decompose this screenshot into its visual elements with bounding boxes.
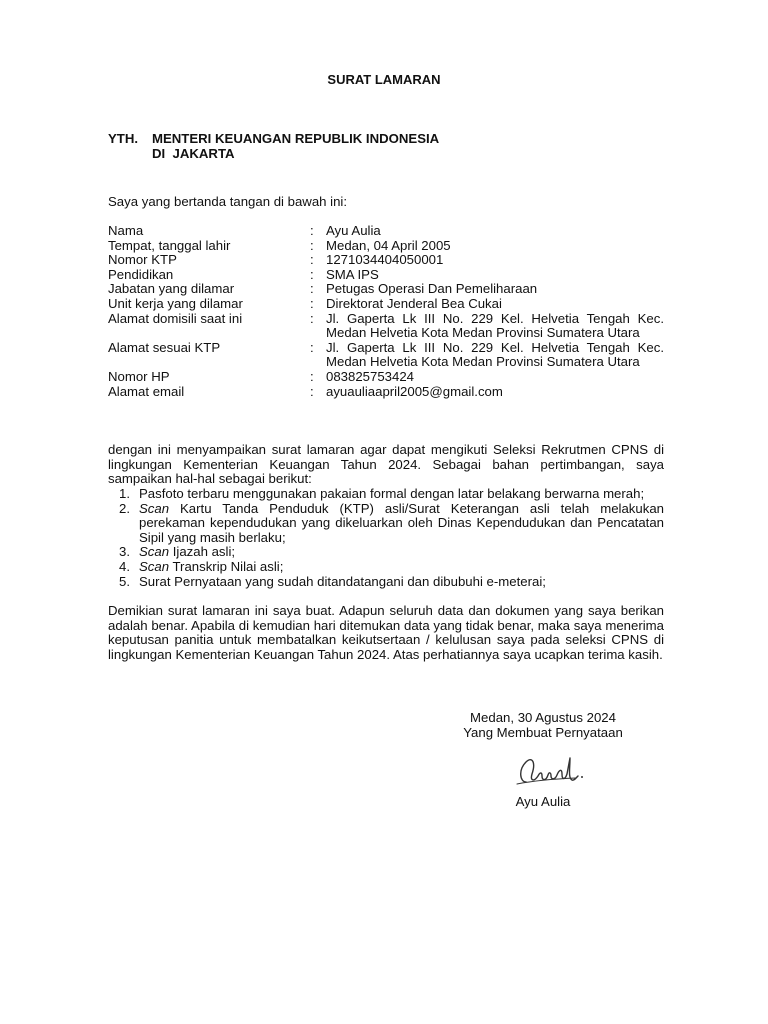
field-label: Nomor HP bbox=[108, 368, 170, 384]
field-colon: : bbox=[310, 237, 314, 253]
field-value: Ayu Aulia bbox=[326, 223, 381, 238]
signature-role: Yang Membuat Pernyataan bbox=[463, 724, 623, 740]
field-colon: : bbox=[310, 281, 314, 297]
field-colon: : bbox=[310, 310, 314, 326]
list-number: 3. bbox=[119, 544, 130, 560]
field-row bbox=[108, 282, 664, 297]
field-colon: : bbox=[310, 295, 314, 311]
field-row bbox=[108, 239, 664, 254]
field-value: ayuauliaapril2005@gmail.com bbox=[326, 383, 503, 399]
list-item: 3. Scan Ijazah asli; bbox=[108, 545, 664, 560]
letter-title: SURAT LAMARAN bbox=[327, 72, 441, 87]
closing-paragraph: Demikian surat lamaran ini saya buat. Adapun seluruh data dan dokumen yang saya berikan adalah benar. Apabila di kemudian hari ditemukan data yang tidak benar, maka saya menerima keputusan panitia untuk membatalkan keikutsertaan / kelulusan saya pada seleksi CPNS di lingkungan Kementerian Keuangan Tahun 2024. Atas perhatiannya saya ucapkan terima kasih. bbox=[108, 603, 664, 662]
field-label: Pendidikan bbox=[108, 266, 174, 282]
personal-data-table bbox=[108, 224, 664, 399]
field-colon: : bbox=[310, 266, 314, 282]
field-row bbox=[108, 253, 664, 268]
list-item bbox=[108, 487, 664, 502]
field-row bbox=[108, 297, 664, 312]
body-paragraph: dengan ini menyampaikan surat lamaran agar dapat mengikuti Seleksi Rekrutmen CPNS di lingkungan Kementerian Keuangan Tahun 2024. Sebagai bahan pertimbangan, saya sampaikan hal-hal sebagai berikut: bbox=[108, 442, 664, 487]
field-label: Tempat, tanggal lahir bbox=[108, 237, 231, 253]
field-row bbox=[108, 385, 664, 400]
list-number: 4. bbox=[119, 558, 130, 574]
list-item-text: Kartu Tanda Penduduk (KTP) asli/Surat Keterangan asli telah melakukan perekaman kependudukan yang dikeluarkan oleh Dinas Kependudukan dan Pencatatan Sipil yang masih berlaku; bbox=[139, 500, 664, 545]
signature-name: Ayu Aulia bbox=[515, 794, 571, 809]
field-colon: : bbox=[310, 223, 314, 238]
list-number: 2. bbox=[119, 500, 130, 516]
signature-place-date: Medan, 30 Agustus 2024 bbox=[470, 710, 616, 725]
list-item: 4. Scan Transkrip Nilai asli; bbox=[108, 560, 664, 575]
list-item-text: Ijazah asli; bbox=[169, 544, 236, 560]
list-item: 2. Scan Kartu Tanda Penduduk (KTP) asli/Surat Keterangan asli telah melakukan perekaman kependudukan yang dikeluarkan oleh Dinas Kependudukan dan Pencatatan Sipil yang masih berlaku; bbox=[108, 502, 664, 546]
handwritten-signature bbox=[512, 748, 592, 792]
field-value: 1271034404050001 bbox=[326, 252, 444, 268]
list-item-text: Surat Pernyataan yang sudah ditandatangani dan dibubuhi e-meterai; bbox=[139, 573, 546, 589]
field-label: Unit kerja yang dilamar bbox=[108, 295, 243, 311]
field-label: Jabatan yang dilamar bbox=[108, 281, 235, 297]
list-item-text: Pasfoto terbaru menggunakan pakaian formal dengan latar belakang berwarna merah; bbox=[139, 486, 645, 501]
field-value: SMA IPS bbox=[326, 266, 379, 282]
field-label: Nama bbox=[108, 223, 144, 238]
field-value: Medan, 04 April 2005 bbox=[326, 237, 451, 253]
field-row bbox=[108, 224, 664, 239]
field-row bbox=[108, 312, 664, 341]
addressee-label: YTH. bbox=[108, 131, 139, 146]
field-colon: : bbox=[310, 383, 314, 399]
addressee-line-1: MENTERI KEUANGAN REPUBLIK INDONESIA bbox=[152, 131, 440, 146]
attachment-list bbox=[108, 487, 664, 589]
list-number: 1. bbox=[119, 486, 130, 501]
field-value: 083825753424 bbox=[326, 368, 415, 384]
field-row bbox=[108, 268, 664, 283]
signature-image bbox=[512, 748, 592, 792]
addressee-block bbox=[108, 132, 439, 162]
field-value: Jl. Gaperta Lk III No. 229 Kel. Helvetia Tengah Kec. Medan Helvetia Kota Medan Provinsi Sumatera Utara bbox=[326, 339, 664, 370]
addressee-line-2: DI JAKARTA bbox=[152, 146, 235, 161]
field-colon: : bbox=[310, 252, 314, 268]
list-item bbox=[108, 575, 664, 590]
field-label: Alamat email bbox=[108, 383, 185, 399]
field-colon: : bbox=[310, 339, 314, 355]
field-colon: : bbox=[310, 368, 314, 384]
list-number: 5. bbox=[119, 573, 130, 589]
field-label: Alamat sesuai KTP bbox=[108, 339, 221, 355]
list-item-text: Transkrip Nilai asli; bbox=[169, 558, 284, 574]
intro-text: Saya yang bertanda tangan di bawah ini: bbox=[108, 194, 348, 209]
field-label: Alamat domisili saat ini bbox=[108, 310, 243, 326]
field-label: Nomor KTP bbox=[108, 252, 177, 268]
field-row bbox=[108, 341, 664, 370]
field-value: Petugas Operasi Dan Pemeliharaan bbox=[326, 281, 538, 297]
signature-header bbox=[448, 711, 638, 740]
field-row bbox=[108, 370, 664, 385]
field-value: Jl. Gaperta Lk III No. 229 Kel. Helvetia Tengah Kec. Medan Helvetia Kota Medan Provinsi Sumatera Utara bbox=[326, 310, 664, 341]
field-value: Direktorat Jenderal Bea Cukai bbox=[326, 295, 502, 311]
